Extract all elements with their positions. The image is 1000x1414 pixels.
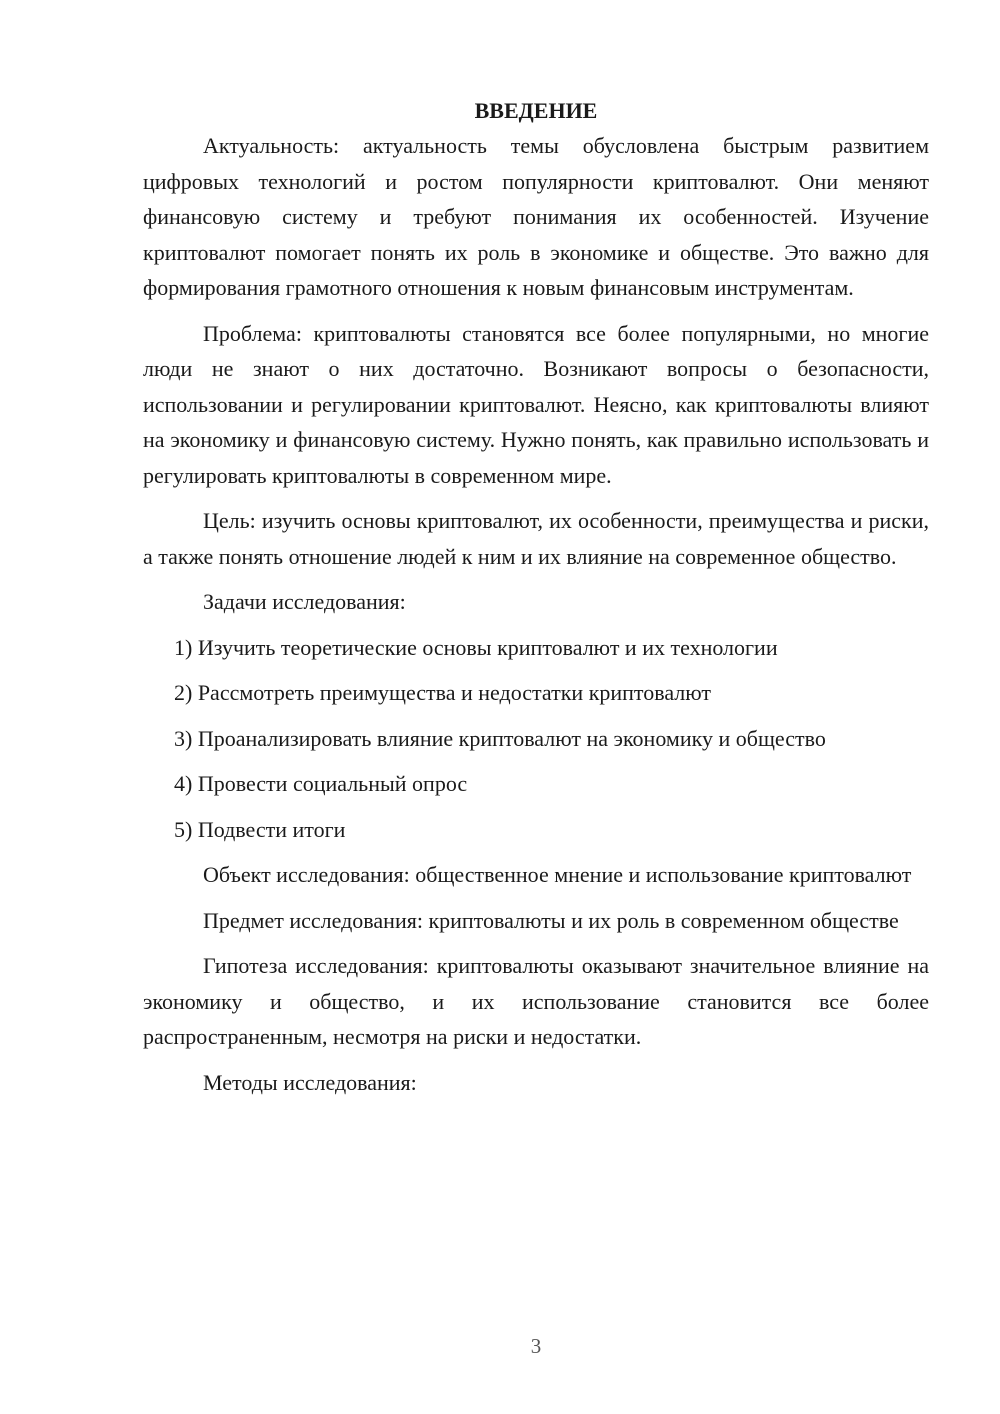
paragraph-methods: Методы исследования:: [203, 1069, 417, 1095]
page-number: 3: [530, 1334, 542, 1358]
paragraph-goal: Цель: изучить основы криптовалют, их особенности, преимущества и риски, а также понять отношение людей к ним и их влияние на современное общество.: [143, 508, 929, 569]
paragraph-object: Объект исследования: общественное мнение и использование криптовалют: [203, 862, 912, 887]
tasks-list: [143, 630, 929, 848]
list-item: 4) Провести социальный опрос: [174, 771, 468, 796]
list-item: 3) Проанализировать влияние криптовалют на экономику и общество: [174, 725, 826, 751]
list-item: 1) Изучить теоретические основы криптовалют и их технологии: [174, 634, 778, 660]
paragraph-subject: Предмет исследования: криптовалюты и их роль в современном обществе: [203, 907, 899, 933]
paragraph-relevance: Актуальность: актуальность темы обусловлена быстрым развитием цифровых технологий и ростом популярности криптовалют. Они меняют финансовую систему и требуют понимания их особенностей. Изучение криптовалют помогает понять их роль в экономике и обществе. Это важно для формирования грамотного отношения к новым финансовым инструментам.: [143, 133, 929, 300]
section-title: ВВЕДЕНИЕ: [474, 98, 598, 123]
paragraph-hypothesis: Гипотеза исследования: криптовалюты оказывают значительное влияние на экономику и общество, и их использование становится все более распространенным, несмотря на риски и недостатки.: [143, 953, 929, 1049]
list-item: 5) Подвести итоги: [174, 816, 346, 842]
paragraph-problem: Проблема: криптовалюты становятся все более популярными, но многие люди не знают о них достаточно. Возникают вопросы о безопасности, использовании и регулировании криптовалют. Неясно, как криптовалюты влияют на экономику и финансовую систему. Нужно понять, как правильно использовать и регулировать криптовалюты в современном мире.: [143, 320, 929, 488]
document-page: [143, 94, 929, 1110]
list-item: 2) Рассмотреть преимущества и недостатки криптовалют: [174, 680, 712, 705]
paragraph-tasks-heading: Задачи исследования:: [203, 589, 406, 614]
